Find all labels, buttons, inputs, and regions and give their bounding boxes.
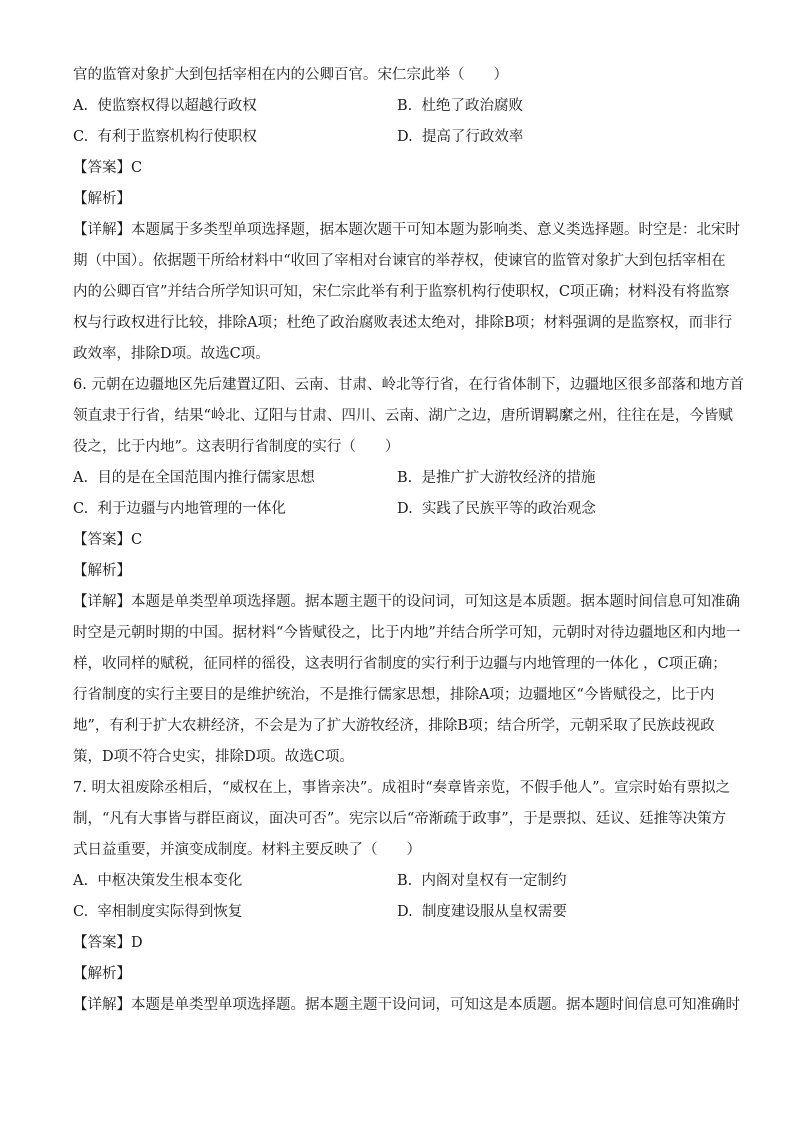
question-5 [73,60,740,370]
answer-line [73,525,733,556]
detail-line: 内的公卿百官”并结合所学知识可知，宋仁宗此举有利于监察机构行使职权，C项正确；材料没有将监察 [73,284,730,300]
option-a: A. 目的是在全国范围内推行儒家思想 [73,470,315,486]
detail-line: 地”，有利于扩大农耕经济，不会是为了扩大游牧经济，排除B项；结合所学，元朝采取了民族歧视政 [73,718,715,734]
detail-line: 行省制度的实行主要目的是维护统治，不是推行儒家思想，排除A项；边疆地区“今皆赋役之，比于内 [73,687,715,703]
answer-label: 【答案】 [73,935,131,951]
options-row [73,866,733,897]
options-row [73,494,733,525]
question-stem-line: 官的监管对象扩大到包括宰相在内的公卿百官。宋仁宗此举（ ） [73,67,508,83]
question-6 [73,370,744,773]
detail-line: 期（中国）。依据题干所给材料中“收回了宰相对台谏官的举荐权，使谏官的监管对象扩大到包括宰相在 [73,253,726,269]
detail-line: 【详解】本题是单类型单项选择题。据本题主题干的设问词，可知这是本质题。据本题时间信息可知准确 [73,594,740,610]
option-c: C. 有利于监察机构行使职权 [73,129,257,145]
option-c: C. 宰相制度实际得到恢复 [73,904,243,920]
option-c: C. 利于边疆与内地管理的一体化 [73,501,286,517]
option-a: A. 使监察权得以超越行政权 [73,98,257,114]
answer-line [73,928,733,959]
analysis-label: 【解析】 [73,191,131,207]
detail-label: 【详解】 [73,222,131,238]
option-b: B. 杜绝了政治腐败 [397,98,523,114]
detail-line: 【详解】本题属于多类型单项选择题，据本题次题干可知本题为影响类、意义类选择题。时空是：北宋时 [73,222,740,238]
detail-line: 策，D项不符合史实，排除D项。故选C项。 [73,749,354,765]
detail-line: 样，收同样的赋税，征同样的徭役，这表明行省制度的实行利于边疆与内地管理的一体化 ，C项正确； [73,656,727,672]
options-row [73,463,733,494]
option-b: B. 是推广扩大游牧经济的措施 [397,470,596,486]
answer-value: D [131,935,143,951]
detail-line: 权与行政权进行比较，排除A项；杜绝了政治腐败表述太绝对，排除B项；材料强调的是监察权，而非行 [73,315,733,331]
detail-label: 【详解】 [73,997,131,1013]
options-row [73,91,733,122]
question-7 [73,773,740,1021]
answer-label: 【答案】 [73,160,131,176]
analysis-label: 【解析】 [73,966,131,982]
options-row [73,897,733,928]
answer-label: 【答案】 [73,532,131,548]
detail-line: 政效率，排除D项。故选C项。 [73,346,270,362]
detail-line: 【详解】本题是单类型单项选择题。据本题主题干设问词，可知这是本质题。据本题时间信息可知准确时 [73,997,740,1013]
option-d: D. 制度建设服从皇权需要 [397,904,567,920]
question-stem-line: 6. 元朝在边疆地区先后建置辽阳、云南、甘肃、岭北等行省，在行省体制下，边疆地区很多部落和地方首 [73,377,744,393]
question-stem-line: 役之，比于内地”。这表明行省制度的实行（ ） [73,439,400,455]
option-d: D. 实践了民族平等的政治观念 [397,501,596,517]
detail-label: 【详解】 [73,594,131,610]
answer-line [73,153,733,184]
question-stem-line: 制，“凡有大事皆与群臣商议，面决可否”。宪宗以后“帝渐疏于政事”，于是票拟、廷议、廷推等决策方 [73,811,727,827]
question-stem-line: 领直隶于行省，结果“岭北、辽阳与甘肃、四川、云南、湖广之边，唐所谓羁縻之州，往往在是，今皆赋 [73,408,733,424]
options-row [73,122,733,153]
answer-value: C [131,532,143,548]
option-a: A. 中枢决策发生根本变化 [73,873,243,889]
analysis-label: 【解析】 [73,563,131,579]
answer-value: C [131,160,143,176]
detail-line: 时空是元朝时期的中国。据材料“今皆赋役之，比于内地”并结合所学可知，元朝时对待边疆地区和内地一 [73,625,741,641]
question-stem-line: 7. 明太祖废除丞相后，“威权在上，事皆亲决”。成祖时“奏章皆亲览，不假手他人”。宣宗时始有票拟之 [73,780,731,796]
document-page [73,60,744,1021]
question-stem-line: 式日益重要，并演变成制度。材料主要反映了（ ） [73,842,421,858]
option-d: D. 提高了行政效率 [397,129,524,145]
option-b: B. 内阁对皇权有一定制约 [397,873,567,889]
